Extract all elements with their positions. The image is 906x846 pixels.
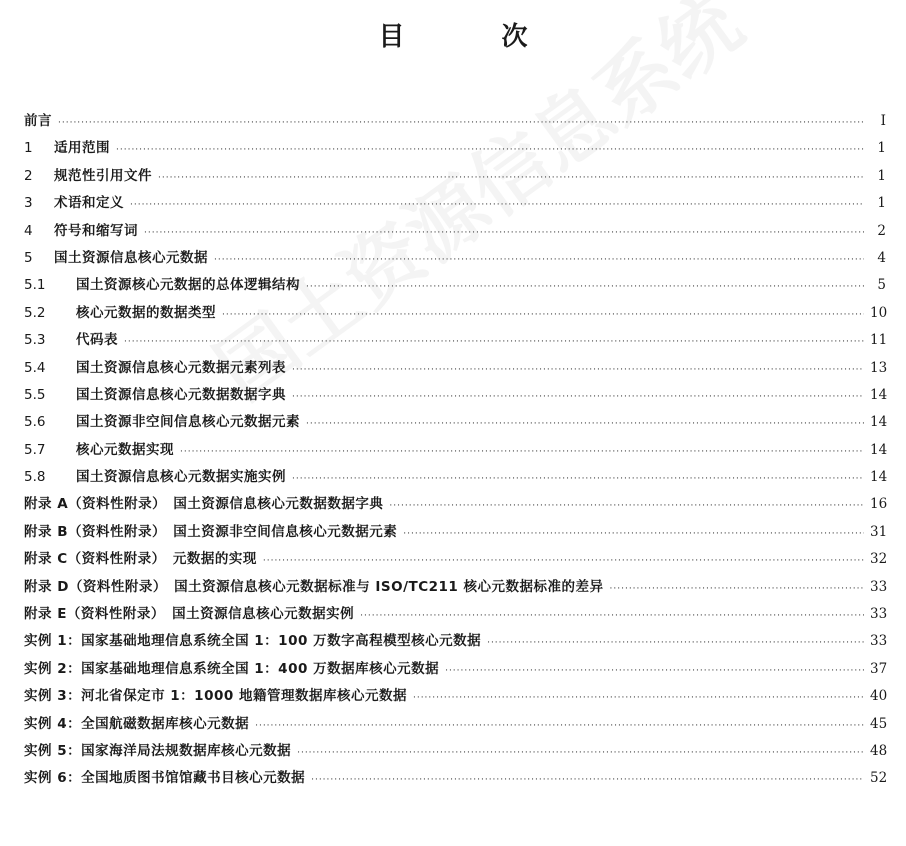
toc-entry-page: 37 — [870, 660, 888, 677]
dot-leader — [180, 439, 864, 466]
toc-entry-label: 国土资源非空间信息核心元数据元素 — [76, 414, 300, 431]
toc-entry-page: 33 — [870, 633, 888, 650]
dot-leader — [124, 329, 864, 356]
toc-entry-number: 5.1 — [24, 277, 46, 294]
toc-entry-page: 14 — [870, 441, 888, 458]
toc-entry-label: 核心元数据实现 — [76, 441, 174, 458]
dot-leader — [413, 685, 864, 712]
toc-entry[interactable] — [24, 601, 886, 628]
toc-entry[interactable] — [24, 683, 886, 710]
toc-entry-number: 5.3 — [24, 332, 46, 349]
toc-entry-number: 5.6 — [24, 414, 46, 431]
dot-leader — [130, 192, 864, 219]
toc-entry[interactable] — [24, 711, 886, 738]
toc-entry-number: 5.8 — [24, 469, 46, 486]
toc-entry[interactable] — [24, 135, 886, 162]
toc-entry[interactable] — [24, 355, 886, 382]
toc-entry[interactable] — [24, 765, 886, 792]
toc-entry[interactable] — [24, 272, 886, 299]
toc-entry-number: 5.2 — [24, 304, 46, 321]
dot-leader — [311, 767, 864, 794]
dot-leader — [360, 603, 864, 630]
dot-leader — [487, 630, 864, 657]
toc-entry[interactable] — [24, 628, 886, 655]
dot-leader — [403, 521, 864, 548]
toc-entry-label: 附录 B（资料性附录） 国土资源非空间信息核心元数据元素 — [24, 523, 398, 540]
toc-entry[interactable] — [24, 218, 886, 245]
toc-entry-page: 14 — [870, 386, 888, 403]
toc-entry[interactable] — [24, 327, 886, 354]
dot-leader — [389, 493, 864, 520]
toc-entry-label: 附录 C（资料性附录） 元数据的实现 — [24, 551, 257, 568]
dot-leader — [297, 740, 864, 767]
toc-entry[interactable] — [24, 245, 886, 272]
toc-entry[interactable] — [24, 437, 886, 464]
toc-entry-number: 5.4 — [24, 359, 46, 376]
toc-entry-number: 5.7 — [24, 441, 46, 458]
dot-leader — [144, 220, 864, 247]
toc-entry-label: 适用范围 — [54, 140, 110, 157]
dot-leader — [610, 576, 864, 603]
table-of-contents — [24, 108, 886, 793]
toc-entry-page: 14 — [870, 469, 888, 486]
toc-entry[interactable] — [24, 574, 886, 601]
toc-entry[interactable] — [24, 409, 886, 436]
dot-leader — [306, 411, 864, 438]
toc-entry[interactable] — [24, 300, 886, 327]
toc-entry-label: 实例 6：全国地质图书馆馆藏书目核心元数据 — [24, 770, 306, 787]
toc-entry-label: 术语和定义 — [54, 195, 124, 212]
toc-entry-page: 52 — [870, 770, 888, 787]
toc-entry-number: 3 — [24, 195, 33, 212]
toc-entry-label: 前言 — [24, 113, 52, 129]
toc-entry-page: 31 — [870, 523, 888, 540]
dot-leader — [445, 658, 864, 685]
toc-entry-label: 实例 4：全国航磁数据库核心元数据 — [24, 715, 250, 732]
toc-entry[interactable] — [24, 382, 886, 409]
toc-entry[interactable] — [24, 738, 886, 765]
toc-entry[interactable] — [24, 546, 886, 573]
toc-entry-page: 11 — [870, 332, 888, 349]
toc-entry-label: 附录 A（资料性附录） 国土资源信息核心元数据数据字典 — [24, 496, 384, 513]
toc-entry[interactable] — [24, 163, 886, 190]
toc-entry-page: 1 — [877, 167, 886, 184]
dot-leader — [255, 713, 864, 740]
dot-leader — [58, 110, 864, 137]
toc-entry-page: 33 — [870, 606, 888, 623]
dot-leader — [116, 137, 864, 164]
toc-entry-label: 附录 E（资料性附录） 国土资源信息核心元数据实例 — [24, 606, 355, 623]
toc-entry-number: 4 — [24, 222, 33, 239]
toc-entry-page: 32 — [870, 551, 888, 568]
dot-leader — [214, 247, 864, 274]
toc-entry-page: 33 — [870, 578, 888, 595]
toc-entry-label: 国土资源核心元数据的总体逻辑结构 — [76, 277, 300, 294]
toc-entry-page: 14 — [870, 414, 888, 431]
toc-entry[interactable] — [24, 519, 886, 546]
toc-entry-page: 5 — [877, 277, 886, 294]
toc-entry[interactable] — [24, 190, 886, 217]
toc-entry-page: 16 — [870, 496, 888, 513]
toc-entry-page: 45 — [870, 715, 888, 732]
toc-entry-label: 核心元数据的数据类型 — [76, 304, 216, 321]
toc-entry-label: 国土资源信息核心元数据元素列表 — [76, 359, 286, 376]
dot-leader — [222, 302, 864, 329]
toc-entry-label: 实例 2：国家基础地理信息系统全国 1：400 万数据库核心元数据 — [24, 660, 440, 677]
toc-entry[interactable] — [24, 656, 886, 683]
toc-entry-number: 1 — [24, 140, 33, 157]
toc-entry-page: 1 — [877, 195, 886, 212]
dot-leader — [292, 357, 864, 384]
toc-entry-label: 国土资源信息核心元数据数据字典 — [76, 386, 286, 403]
toc-entry-label: 代码表 — [76, 332, 118, 349]
dot-leader — [158, 165, 864, 192]
toc-entry-page: 48 — [870, 742, 888, 759]
dot-leader — [292, 466, 864, 493]
toc-entry-label: 实例 5：国家海洋局法规数据库核心元数据 — [24, 742, 292, 759]
toc-entry[interactable] — [24, 464, 886, 491]
toc-entry-label: 符号和缩写词 — [54, 222, 138, 239]
toc-entry-label: 规范性引用文件 — [54, 167, 152, 184]
toc-entry[interactable] — [24, 491, 886, 518]
toc-entry-page: 13 — [870, 359, 888, 376]
toc-entry-page: 10 — [870, 304, 888, 321]
toc-entry-number: 5.5 — [24, 386, 46, 403]
toc-entry-page: 4 — [877, 249, 886, 266]
toc-entry-page: 2 — [877, 222, 886, 239]
dot-leader — [263, 548, 864, 575]
toc-entry-label: 实例 1：国家基础地理信息系统全国 1：100 万数字高程模型核心元数据 — [24, 633, 482, 650]
dot-leader — [306, 274, 864, 301]
toc-entry-label: 实例 3：河北省保定市 1：1000 地籍管理数据库核心元数据 — [24, 688, 407, 705]
page-title: 目 次 — [378, 22, 572, 52]
toc-entry-label: 国土资源信息核心元数据 — [54, 249, 208, 266]
toc-entry[interactable] — [24, 108, 886, 135]
toc-entry-label: 附录 D（资料性附录） 国土资源信息核心元数据标准与 ISO/TC211 核心元数据标准的差异 — [24, 578, 604, 595]
toc-entry-label: 国土资源信息核心元数据实施实例 — [76, 469, 286, 486]
toc-entry-page: 40 — [870, 688, 888, 705]
toc-entry-number: 2 — [24, 167, 33, 184]
dot-leader — [292, 384, 864, 411]
toc-entry-number: 5 — [24, 249, 33, 266]
toc-entry-page: I — [880, 113, 886, 129]
toc-entry-page: 1 — [877, 140, 886, 157]
